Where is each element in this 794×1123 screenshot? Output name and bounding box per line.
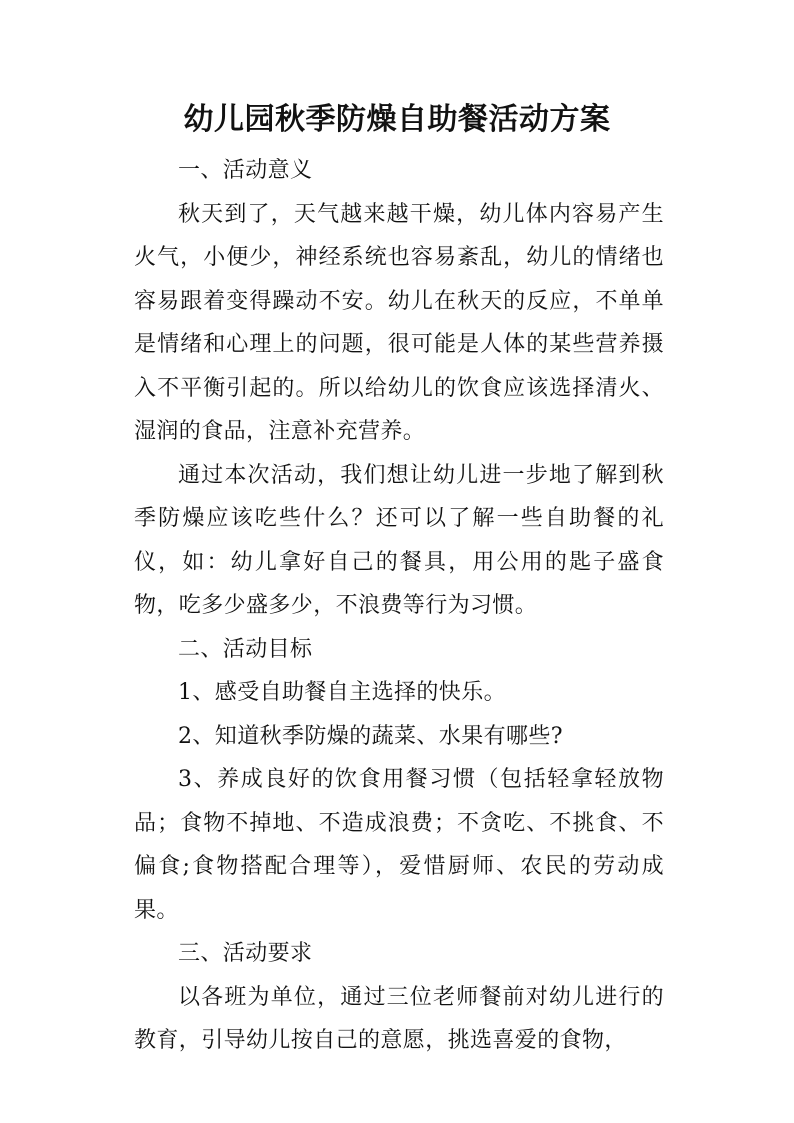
section-heading-significance: 一、活动意义 xyxy=(178,158,313,183)
paragraph-requirements: 以各班为单位，通过三位老师餐前对幼儿进行的教育，引导幼儿按自己的意愿，挑选喜爱的食物， xyxy=(134,984,664,1053)
paragraph-autumn-dryness: 秋天到了，天气越来越干燥，幼儿体内容易产生火气，小便少，神经系统也容易紊乱，幼儿的情绪也容易跟着变得躁动不安。幼儿在秋天的反应，不单单是情绪和心理上的问题，很可能是人体的某些营养摄入不平衡引起的。所以给幼儿的饮食应该选择清火、湿润的食品，注意补充营养。 xyxy=(134,201,664,444)
section-heading-requirements: 三、活动要求 xyxy=(178,941,313,966)
paragraph-activity-purpose: 通过本次活动，我们想让幼儿进一步地了解到秋季防燥应该吃些什么？还可以了解一些自助餐的礼仪，如：幼儿拿好自己的餐具，用公用的匙子盛食物，吃多少盛多少，不浪费等行为习惯。 xyxy=(134,462,664,618)
section-heading-goals: 二、活动目标 xyxy=(178,636,313,662)
goal-item-3: 3、养成良好的饮食用餐习惯（包括轻拿轻放物品；食物不掉地、不造成浪费；不贪吃、不挑食、不偏食;食物搭配合理等），爱惜厨师、农民的劳动成果。 xyxy=(134,767,664,923)
document-body xyxy=(134,149,664,1063)
goal-item-2: 2、知道秋季防燥的蔬菜、水果有哪些? xyxy=(178,723,563,749)
document-title: 幼儿园秋季防燥自助餐活动方案 xyxy=(183,102,611,137)
goal-item-1: 1、感受自助餐自主选择的快乐。 xyxy=(178,680,506,705)
